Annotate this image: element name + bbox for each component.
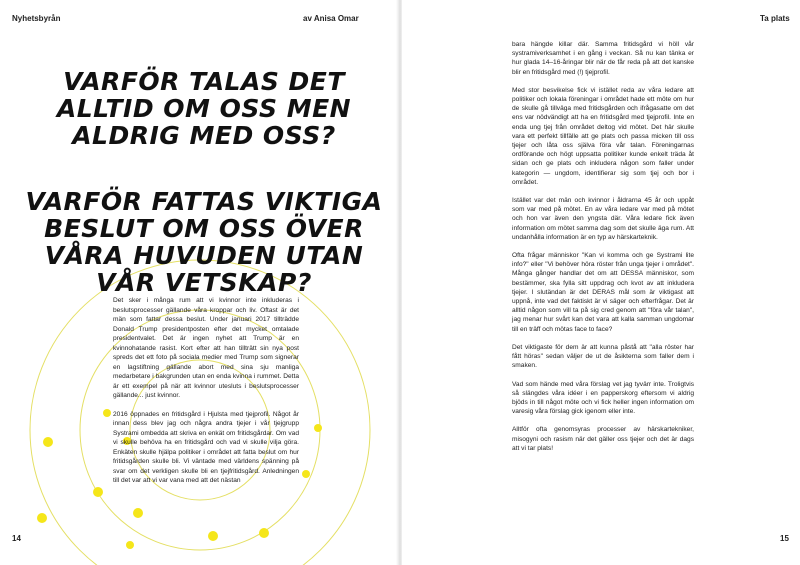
section-label-right: Ta plats [760,14,790,23]
article-paragraph: bara hängde killar där. Samma fritidsgård vi höll vår systramiverksamhet i en gång i veckan. Så nu kan tänka er hur glada 14–16-åringar blir när de får reda på att det kanske blir en fritidsgård med (!) tjejprofil. [512,41,694,76]
deco-dot [259,528,269,538]
deco-dot [314,424,322,432]
left-page [0,0,398,565]
deco-dot [103,409,111,417]
headline-question-2: VARFÖR FATTAS VIKTIGA BESLUT OM OSS ÖVER VÅRA HUVUDEN UTAN VÅR VETSKAP? [25,187,383,297]
article-paragraph: Det viktigaste för dem är att kunna påstå att "alla röster har fått höras" sedan väljer de ut de åsikterna som faller dem i smaken. [512,343,694,370]
deco-dot [43,437,53,447]
article-paragraph: Alltför ofta genomsyras processer av härskartekniker, misogyni och rasism när det gäller oss tjejer och det är dags att vi tar plats! [512,426,694,452]
page-number-right: 15 [780,534,789,543]
deco-dot [133,508,143,518]
right-page [402,0,800,565]
article-column-left [113,296,299,495]
byline: av Anisa Omar [303,14,359,23]
page-number-left: 14 [12,534,21,543]
deco-dot [302,470,310,478]
article-paragraph: Med stor besvikelse fick vi istället reda av våra ledare att politiker och lokala föreningar i området hade ett möte om hur de skulle gå tillväga med fritidsgården och ifrågasatte om det ens var nödvändigt att ha en fritidsgård med tjejprofil. Inte en enda ung tjej från området deltog vid mötet. Det här skulle vara ett perfekt tillfälle att ge plats och passa micken till oss tjejer och låta oss själva föra vår talan. Föreningarnas ordförande och högt uppsatta politiker kunde enkelt träda åt sidan och ge plats och inkludera någon som faller under kategorin — ungdom, identifierar sig som tjej och bor i området. [512,86,694,186]
deco-dot [93,487,103,497]
headline-question-1: VARFÖR TALAS DET ALLTID OM OSS MEN ALDRIG MED OSS? [56,67,352,150]
article-paragraph: 2016 öppnades en fritidsgård i Hjulsta med tjejprofil. Något år innan dess blev jag och några andra tjejer i vår tjejgrupp Systrami ombedda att skriva en enkät om fritidsgårdar. Om vad vi skulle behöva ha en fritidsgård och vad vi skulle vilja göra. Enkäten skulle hjälpa politiker i området att fatta beslut om hur fritidsgården skulle bli. Vi väntade med världens spänning på svar om det verkligen skulle bli en tjejfritidsgård. Anledningen till det var att vi var vana med att det nästan [113,410,299,484]
article-paragraph: Vad som hände med våra förslag vet jag tyvärr inte. Troligtvis så slängdes våra idéer i en papperskorg eftersom vi aldrig bjöds in till något möte och vi fick heller ingen information om varesig våra förslag gick igenom eller inte. [512,380,694,416]
article-column-right [512,40,694,462]
deco-dot [208,531,218,541]
deco-dot [126,541,134,549]
deco-dot [37,513,47,523]
section-label-left: Nyhetsbyrån [12,14,61,23]
article-paragraph: Ofta frågar människor "Kan vi komma och ge Systrami lite info?" eller "Vi behöver höra röster från unga tjejer i området". Många gånger handlar det om att DESSA människor, som bestämmer, ska fylla sitt uppdrag och kvot av att inkludera tjejer. I slutändan är det DERAS mål som är viktigast att uppnå, inte vad det faktiskt är vi säger och efterfrågar. Det är alltid någon som vill ta på sig cred genom att "föra vår talan", jag menar hur svårt kan det vara att kalla samman ungdomar till en träff och mötas face to face? [512,252,694,333]
article-paragraph: Det sker i många rum att vi kvinnor inte inkluderas i beslutsprocesser gällande våra kroppar och liv. Oftast är det män som fattar dessa beslut. Under januari 2017 tillträdde Donald Trump presidentposten efter det mycket omtalade presidentvalet. Det är ingen nyhet att Trump är en kvinnohatande rasist. Kort efter att han tillträtt sin nya post spreds det ett foto på sociala medier med Trump som signerar en lagstiftning gällande abort med sina sju manliga medarbetare i bakgrunden utan en enda kvinna i rummet. Detta är ett exempel på när att kvinnor utesluts i beslutsprocesser gällande... just kvinnor. [113,297,299,399]
article-paragraph: Istället var det män och kvinnor i åldrarna 45 år och uppåt som var med på mötet. En av våra ledare var med på mötet och hon var även den yngsta där. Våra ledare fick även information om mötet samma dag som det skulle äga rum. Att undanhålla information är en typ av härskarteknik. [512,197,694,241]
